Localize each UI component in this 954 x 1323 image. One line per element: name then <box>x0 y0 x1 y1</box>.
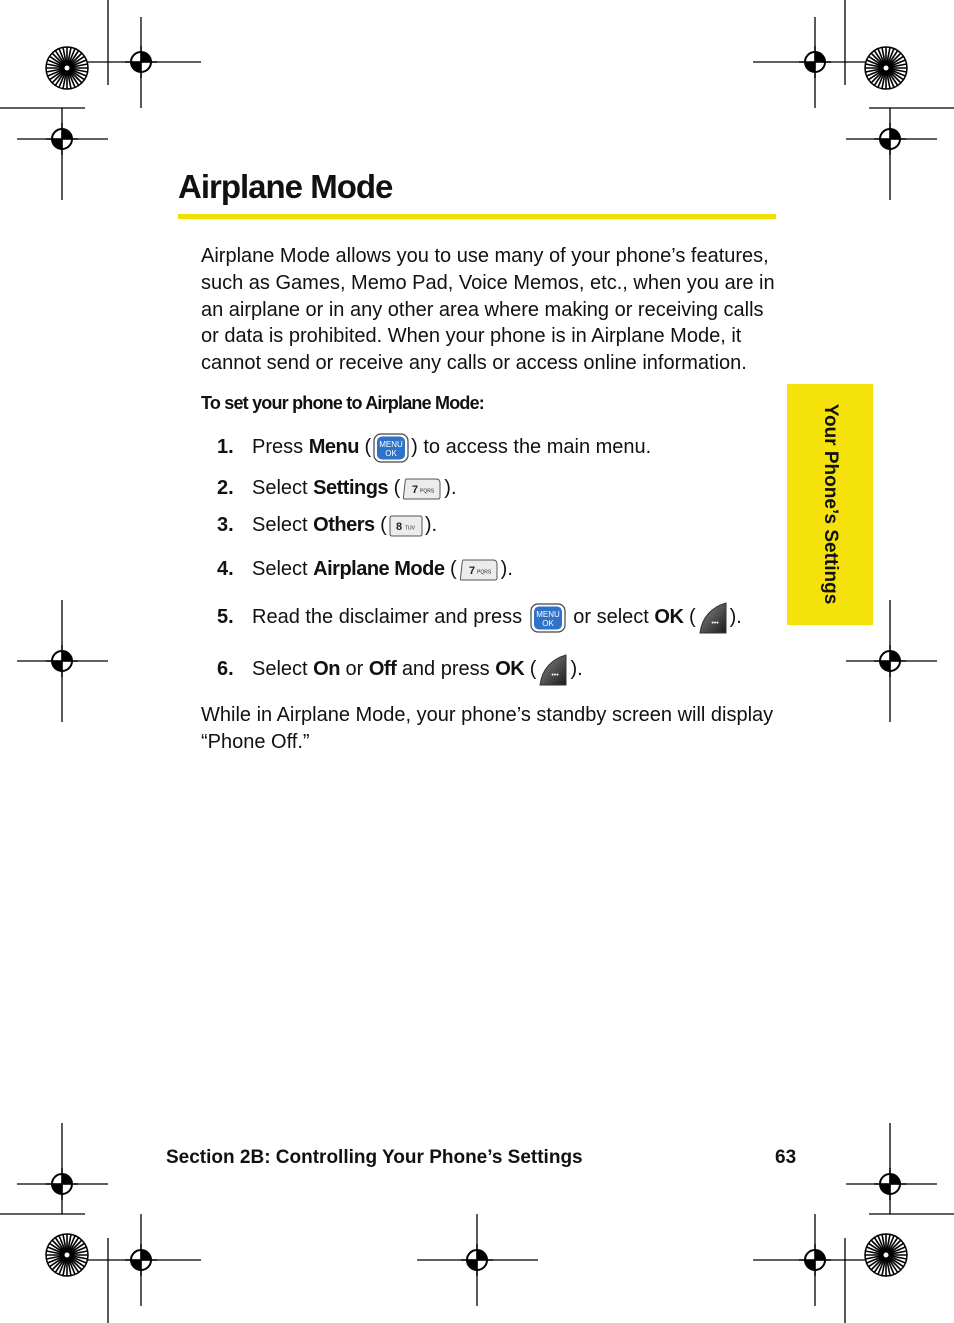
step-text: Read the disclaimer and press <box>252 606 523 629</box>
step-text-after: ). <box>424 514 438 537</box>
footer-page-number: 63 <box>775 1147 797 1168</box>
off-label: Off <box>368 658 397 681</box>
key-digit: 7 <box>412 483 419 496</box>
softkey-icon <box>698 601 728 635</box>
menu-ok-key-icon <box>373 433 409 463</box>
others-label: Others <box>313 514 375 537</box>
softkey-glyph: ••• <box>710 619 719 627</box>
step-text-after: ). <box>444 477 457 500</box>
list-item: 3. Select Others ( 8 TUV ). <box>217 514 438 537</box>
menu-key-line2: OK <box>385 448 397 458</box>
step-text-after: ). <box>729 606 742 629</box>
step-text: Select <box>252 558 308 581</box>
menu-ok-key-icon <box>530 603 566 633</box>
menu-key-line2: OK <box>541 618 554 628</box>
list-item: 2. Select Settings ( 7 PQRS ). <box>217 477 457 500</box>
ok-label: OK <box>654 606 684 629</box>
main-content <box>201 243 781 756</box>
step-number: 5. <box>217 606 234 629</box>
step-text: Select <box>252 477 308 500</box>
step-text-after: ). <box>500 558 513 581</box>
step-text-after: ) to access the main menu. <box>411 436 652 459</box>
softkey-glyph: ••• <box>551 671 560 679</box>
menu-key-line1: MENU <box>379 439 403 449</box>
section-side-tab-label: Your Phone’s Settings <box>820 403 841 605</box>
ok-label: OK <box>495 658 525 681</box>
key-digit: 7 <box>468 564 475 577</box>
step-text: Select <box>252 658 308 681</box>
step-text-mid: and press <box>401 658 490 681</box>
key-letters: TUV <box>404 525 415 532</box>
step-text-after: ). <box>570 658 583 681</box>
airplane-mode-label: Airplane Mode <box>313 558 445 581</box>
key-letters: PQRS <box>420 488 435 495</box>
softkey-icon <box>538 653 568 687</box>
step-number: 1. <box>217 436 234 459</box>
list-item: 5. Read the disclaimer and press MENU OK or select OK ( ••• ). <box>201 598 781 638</box>
intro-paragraph: Airplane Mode allows you to use many of your phone’s features, such as Games, Memo Pad, Voice Memos, etc., when you are in an airplane or in any other area where making or receiving calls or data is prohibited. When your phone is in Airplane Mode, it cannot send or receive any calls or access online information. <box>201 245 775 375</box>
footer-section-title: Section 2B: Controlling Your Phone’s Settings <box>166 1147 583 1168</box>
step-number: 4. <box>217 558 234 581</box>
list-item: 6. Select On or Off and press OK ( ••• ). <box>201 650 781 690</box>
step-number: 2. <box>217 477 234 500</box>
list-item: 1. Press Menu ( MENU OK ) to access the main menu. <box>201 430 781 466</box>
step-text-or: or <box>345 658 364 681</box>
step-text: Select <box>252 514 308 537</box>
menu-key-line1: MENU <box>535 609 560 619</box>
key-8-icon <box>389 514 423 538</box>
step-number: 6. <box>217 658 234 681</box>
menu-label: Menu <box>308 436 359 459</box>
steps-list <box>201 430 781 690</box>
closing-paragraph: While in Airplane Mode, your phone’s standby screen will display “Phone Off.” <box>201 703 774 753</box>
step-number: 3. <box>217 514 234 537</box>
title-underline <box>178 214 776 219</box>
list-item: 4. Select Airplane Mode ( 7 PQRS ). <box>217 558 513 581</box>
page-title: Airplane Mode <box>178 168 393 205</box>
step-text-mid: or select <box>573 606 649 629</box>
key-letters: PQRS <box>476 569 491 576</box>
procedure-lead: To set your phone to Airplane Mode: <box>201 392 485 413</box>
key-7-icon <box>402 477 442 501</box>
key-digit: 8 <box>395 520 402 533</box>
step-text: Press <box>252 436 304 459</box>
key-7-icon <box>459 558 499 582</box>
settings-label: Settings <box>313 477 389 500</box>
on-label: On <box>313 658 340 681</box>
